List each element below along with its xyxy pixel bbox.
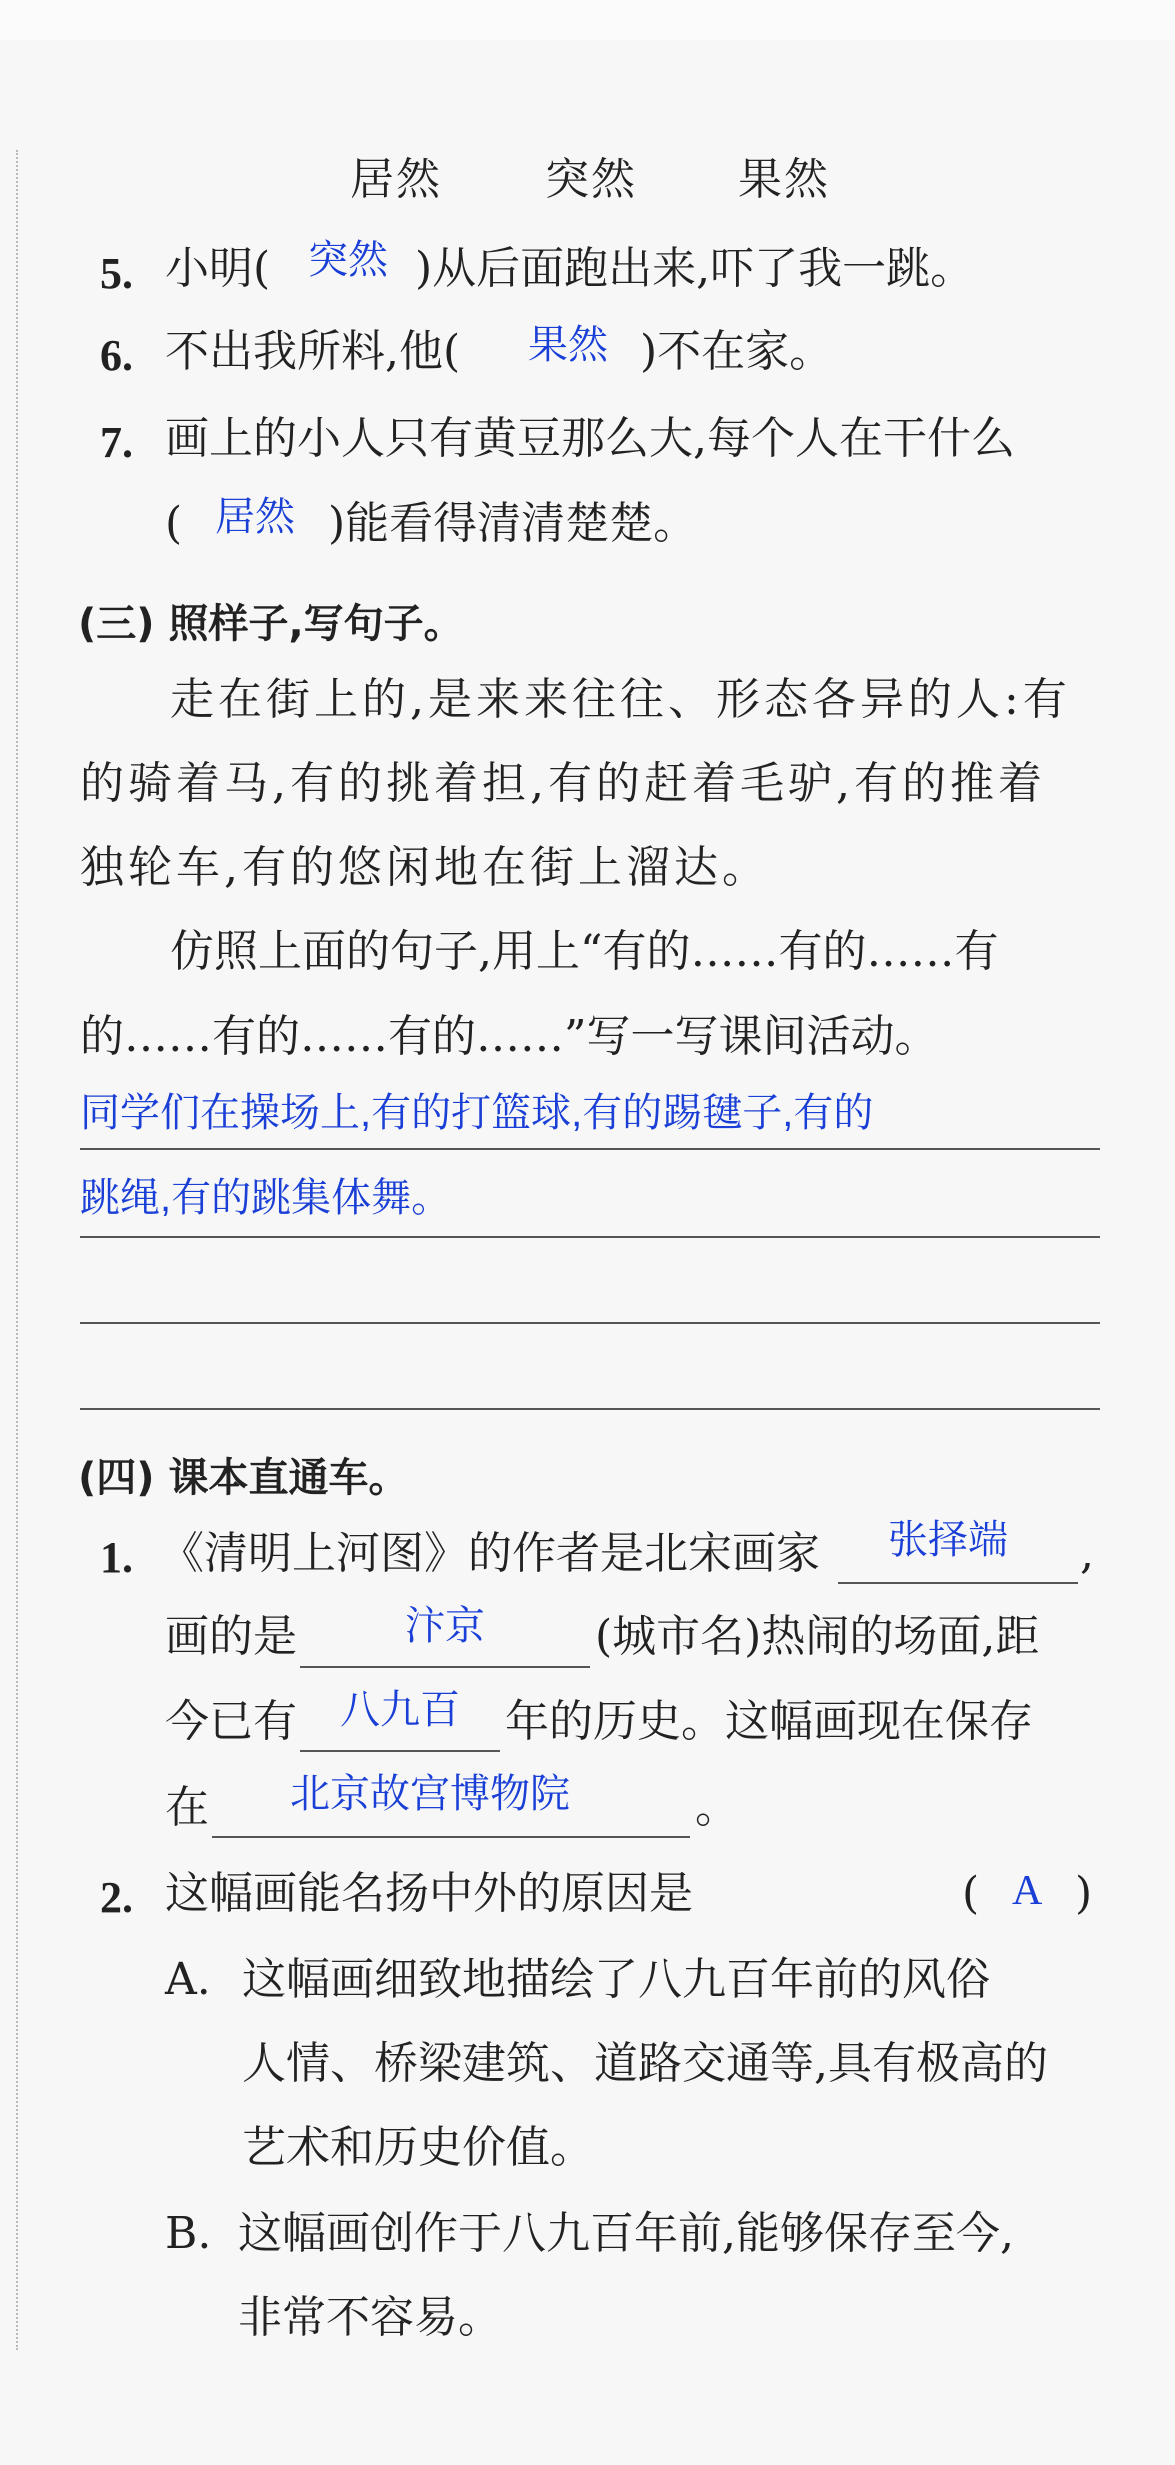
binding-margin-line [16,150,18,2350]
writing-line-2 [80,1236,1100,1238]
q1-answer-museum[interactable]: 北京故宫博物院 [290,1772,570,1816]
q1-answer-painter[interactable]: 张择端 [888,1518,1008,1562]
sentence-answer-line-2[interactable]: 跳绳,有的跳集体舞。 [80,1176,452,1220]
writing-line-4 [80,1408,1100,1410]
q1-line1-suffix: , [1080,1528,1094,1579]
q2-paren-open: ( [962,1868,980,1919]
option-b-line-2: 非常不容易。 [238,2292,502,2343]
q2-answer[interactable]: A [1012,1868,1043,1914]
section-4-q1-number: 1. [100,1533,133,1582]
question-6-number: 6. [100,331,133,380]
q2-stem: 这幅画能名扬中外的原因是 [165,1868,693,1919]
q1-line3-prefix: 今已有 [165,1696,297,1747]
section-4-q2-number: 2. [100,1873,133,1922]
option-a-line-3: 艺术和历史价值。 [242,2122,594,2173]
word-bank-1: 居然 [350,154,442,205]
option-b-line-1: 这幅画创作于八九百年前,能够保存至今, [238,2208,1014,2259]
option-a-line-1: 这幅画细致地描绘了八九百年前的风俗 [242,1954,990,2005]
q1-answer-city[interactable]: 汴京 [405,1604,485,1648]
example-line-3: 独轮车,有的悠闲地在街上溜达。 [80,842,770,893]
question-5-prefix: 小明( [165,243,271,294]
q1-blank-3 [300,1750,500,1752]
top-band [0,0,1175,40]
section-3-heading: (三) 照样子,写句子。 [78,601,464,647]
question-5-number: 5. [100,249,133,298]
q1-line4-suffix: 。 [695,1782,739,1833]
q1-line1-prefix: 《清明上河图》的作者是北宋画家 [160,1528,820,1579]
q1-line2-suffix: (城市名)热闹的场面,距 [595,1611,1040,1662]
question-7-suffix: )能看得清清楚楚。 [328,498,698,549]
question-6-suffix: )不在家。 [640,326,834,377]
instruction-line-2: 的……有的……有的……”写一写课间活动。 [80,1011,939,1062]
q2-paren-close: ) [1075,1868,1093,1919]
option-b-label: B. [165,2208,212,2259]
writing-line-1 [80,1148,1100,1150]
question-5-answer[interactable]: 突然 [308,238,388,282]
example-line-1: 走在街上的,是来来往往、形态各异的人:有 [170,674,1071,725]
question-7-number: 7. [100,418,133,467]
q1-line3-suffix: 年的历史。这幅画现在保存 [505,1696,1033,1747]
question-6-answer[interactable]: 果然 [528,323,608,367]
question-7-answer[interactable]: 居然 [215,495,295,539]
question-5-suffix: )从后面跑出来,吓了我一跳。 [415,243,975,294]
word-bank-3: 果然 [738,154,830,205]
section-4-heading: (四) 课本直通车。 [78,1455,409,1501]
option-a-label: A. [165,1954,211,2005]
q1-line2-prefix: 画的是 [165,1611,297,1662]
question-7-line1: 画上的小人只有黄豆那么大,每个人在干什么 [165,413,1015,464]
q1-line4-prefix: 在 [165,1782,209,1833]
option-a-line-2: 人情、桥梁建筑、道路交通等,具有极高的 [242,2038,1048,2089]
question-7-prefix: ( [165,498,183,549]
question-6-prefix: 不出我所料,他( [165,326,461,377]
q1-blank-1 [838,1582,1078,1584]
example-line-2: 的骑着马,有的挑着担,有的赶着毛驴,有的推着 [80,758,1046,809]
sentence-answer-line-1[interactable]: 同学们在操场上,有的打篮球,有的踢毽子,有的 [80,1091,874,1135]
q1-blank-2 [300,1666,590,1668]
q1-answer-years[interactable]: 八九百 [340,1688,460,1732]
instruction-line-1: 仿照上面的句子,用上“有的……有的……有 [170,926,999,977]
q1-blank-4 [212,1836,690,1838]
writing-line-3 [80,1322,1100,1324]
word-bank-2: 突然 [545,154,637,205]
